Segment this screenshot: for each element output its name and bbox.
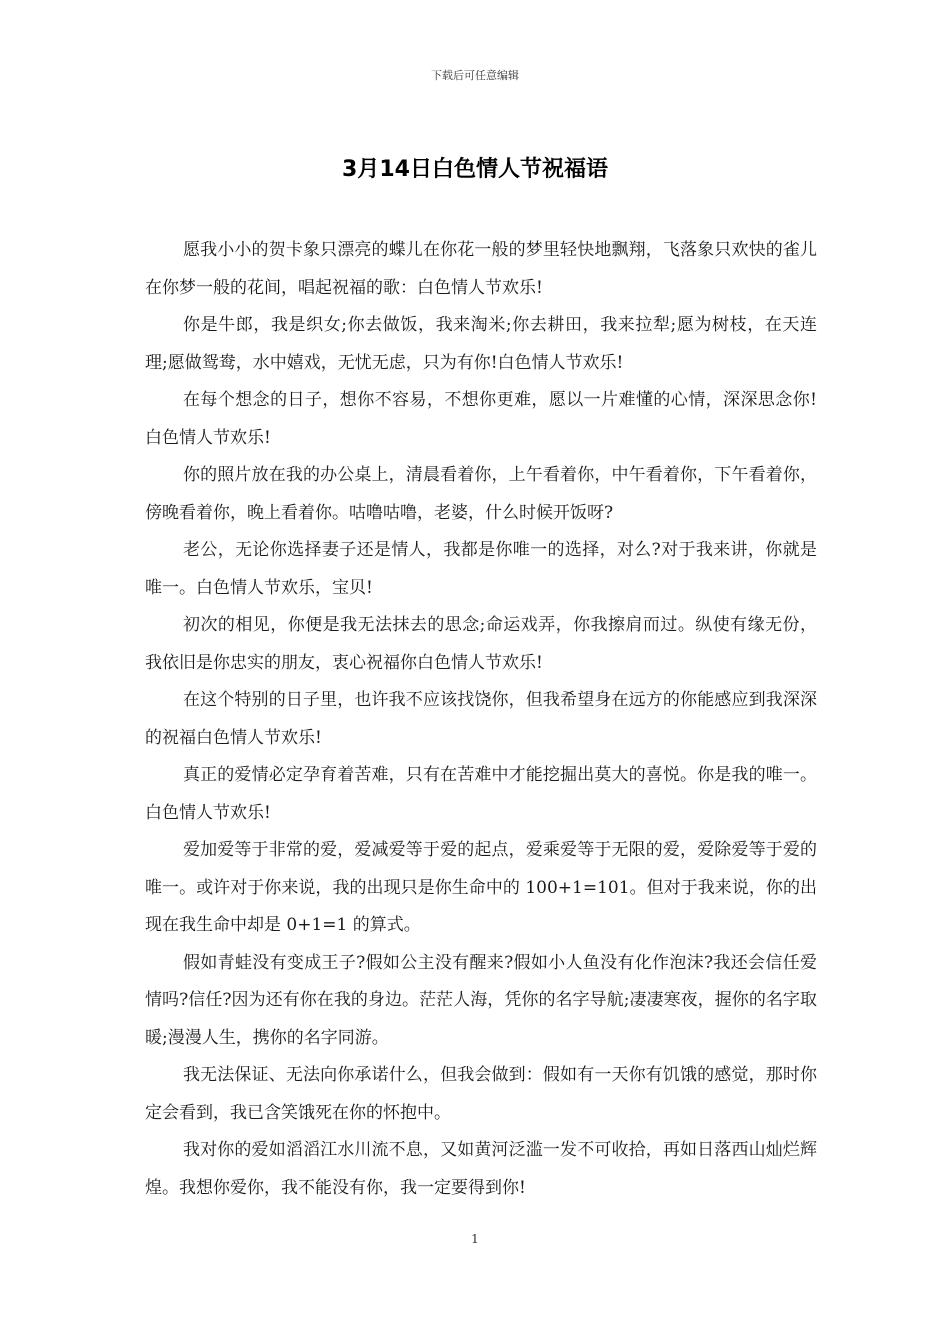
- paragraph: 你的照片放在我的办公桌上，清晨看着你，上午看着你，中午看着你，下午看着你，傍晚看着你，晚上看着你。咕噜咕噜，老婆，什么时候开饭呀?: [145, 465, 817, 523]
- document-title: 3月14日白色情人节祝福语: [342, 157, 608, 182]
- paragraph: 初次的相见，你便是我无法抹去的思念;命运戏弄，你我擦肩而过。纵使有缘无份，我依旧是你忠实的朋友，衷心祝福你白色情人节欢乐!: [145, 615, 817, 673]
- paragraph: 老公，无论你选择妻子还是情人，我都是你唯一的选择，对么?对于我来讲，你就是唯一。白色情人节欢乐，宝贝!: [145, 540, 817, 598]
- page-number: 1: [471, 1232, 479, 1246]
- paragraph: 我对你的爱如滔滔江水川流不息，又如黄河泛滥一发不可收拾，再如日落西山灿烂辉煌。我想你爱你，我不能没有你，我一定要得到你!: [145, 1140, 817, 1198]
- paragraph: 假如青蛙没有变成王子?假如公主没有醒来?假如小人鱼没有化作泡沫?我还会信任爱情吗?信任?因为还有你在我的身边。茫茫人海，凭你的名字导航;凄凄寒夜，握你的名字取暖;漫漫人生，携你的名字同游。: [145, 952, 817, 1048]
- paragraph: 愿我小小的贺卡象只漂亮的蝶儿在你花一般的梦里轻快地飘翔，飞落象只欢快的雀儿在你梦一般的花间，唱起祝福的歌：白色情人节欢乐!: [145, 240, 817, 298]
- paragraph: 在每个想念的日子，想你不容易，不想你更难，愿以一片难懂的心情，深深思念你!白色情人节欢乐!: [145, 390, 817, 448]
- page-header: 下载后可任意编辑: [431, 69, 519, 82]
- paragraph: 我无法保证、无法向你承诺什么，但我会做到：假如有一天你有饥饿的感觉，那时你定会看到，我已含笑饿死在你的怀抱中。: [145, 1065, 817, 1123]
- paragraph: 在这个特别的日子里，也许我不应该找饶你，但我希望身在远方的你能感应到我深深的祝福白色情人节欢乐!: [145, 690, 817, 748]
- paragraph: 你是牛郎，我是织女;你去做饭，我来淘米;你去耕田，我来拉犁;愿为树枝，在天连理;愿做鸳鸯，水中嬉戏，无忧无虑，只为有你!白色情人节欢乐!: [145, 315, 817, 373]
- paragraph: 爱加爱等于非常的爱，爱减爱等于爱的起点，爱乘爱等于无限的爱，爱除爱等于爱的唯一。或许对于你来说，我的出现只是你生命中的 100+1=101。但对于我来说，你的出现在我生命中却是 0+1=1 的算式。: [145, 840, 817, 935]
- paragraph: 真正的爱情必定孕育着苦难，只有在苦难中才能挖掘出莫大的喜悦。你是我的唯一。白色情人节欢乐!: [145, 765, 817, 823]
- document-body: [145, 232, 817, 1207]
